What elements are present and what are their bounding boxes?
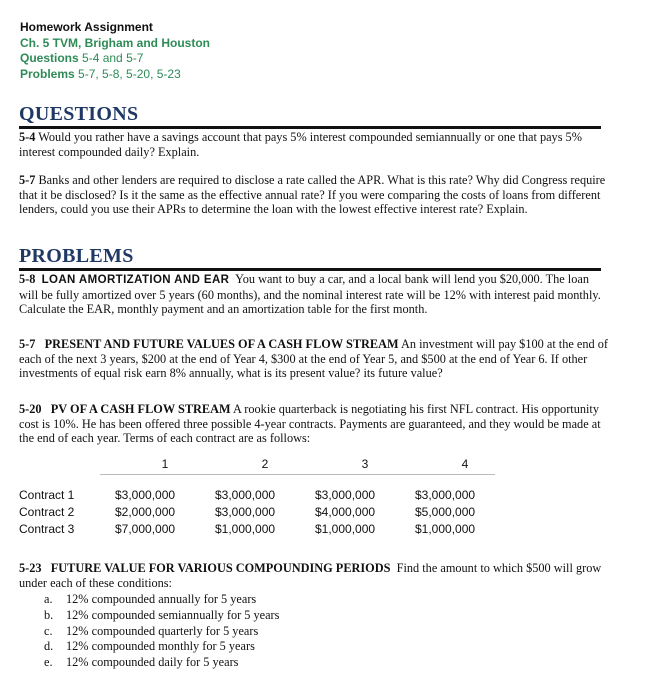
list-item <box>44 639 279 655</box>
question-5-7-number: 5-7 <box>19 173 36 187</box>
assignment-title: Homework Assignment <box>20 20 153 34</box>
table-cell: $5,000,000 <box>415 504 476 519</box>
question-5-7-text: Banks and other lenders are required to disclose a rate called the APR. What is this rate? Why did Congress require that it be disclosed? Is it the same as the effective annual rate? If you were comparing the costs of loans from different lenders, could you use their APRs to determine the loan with the lowest effective interest rate? Explain. <box>19 173 606 216</box>
contract-name: Contract 3 <box>19 521 75 536</box>
table-row <box>19 520 515 537</box>
list-item <box>44 655 279 671</box>
table-cell: $3,000,000 <box>215 487 276 502</box>
year-header: 3 <box>361 457 369 471</box>
problem-5-20-title: PV OF A CASH FLOW STREAM <box>50 402 231 416</box>
table-cell: $7,000,000 <box>115 521 176 536</box>
list-item-letter: d. <box>44 639 54 654</box>
table-cell: $1,000,000 <box>215 521 276 536</box>
problem-5-20 <box>19 402 609 446</box>
table-cell: $2,000,000 <box>115 504 176 519</box>
table-row <box>19 486 515 503</box>
year-header: 2 <box>261 457 269 471</box>
problem-5-23 <box>19 561 609 590</box>
assignment-header <box>20 20 210 82</box>
problem-5-23-title: FUTURE VALUE FOR VARIOUS COMPOUNDING PERIODS <box>50 561 391 575</box>
problem-5-8-title: LOAN AMORTIZATION AND EAR <box>41 274 230 286</box>
problems-line <box>20 67 210 83</box>
questions-line <box>20 51 210 67</box>
questions-heading: QUESTIONS <box>19 103 139 125</box>
problems-value: 5-7, 5-8, 5-20, 5-23 <box>78 66 181 81</box>
question-5-4-text: Would you rather have a savings account that pays 5% interest compounded semiannually or one that pays 5% interest compounded daily? Explain. <box>19 130 582 159</box>
problem-5-20-number: 5-20 <box>19 402 42 416</box>
table-cell: $3,000,000 <box>215 504 276 519</box>
list-item-text: 12% compounded annually for 5 years <box>66 592 257 606</box>
problem-5-8 <box>19 272 609 317</box>
problem-5-7-text: An investment will pay $100 at the end of each of the next 3 years, $200 at the end of Year 4, $300 at the end of Year 5, and $500 at the end of Year 6. If other investments of equal risk earn 8% annually, what is its present value? its future value? <box>19 337 608 380</box>
list-item-letter: c. <box>44 623 53 638</box>
list-item <box>44 592 279 608</box>
table-cell: $3,000,000 <box>315 487 376 502</box>
table-cell: $3,000,000 <box>415 487 476 502</box>
list-item <box>44 608 279 624</box>
problem-5-23-number: 5-23 <box>19 561 42 575</box>
list-item-letter: e. <box>44 655 53 670</box>
table-cell: $1,000,000 <box>315 521 376 536</box>
questions-rule <box>19 126 601 129</box>
contract-name: Contract 1 <box>19 487 75 502</box>
question-5-4 <box>19 130 609 159</box>
question-5-4-number: 5-4 <box>19 130 36 144</box>
list-item <box>44 624 279 640</box>
questions-value: 5-4 and 5-7 <box>82 51 144 65</box>
list-item-text: 12% compounded semiannually for 5 years <box>66 607 280 622</box>
problems-label: Problems <box>20 66 75 81</box>
year-header: 1 <box>161 457 169 471</box>
problem-5-7 <box>19 337 609 381</box>
table-cell: $4,000,000 <box>315 504 376 519</box>
problem-5-7-number: 5-7 <box>19 337 36 351</box>
table-cell: $1,000,000 <box>415 521 476 536</box>
list-item-text: 12% compounded daily for 5 years <box>66 655 239 670</box>
table-header-row <box>19 454 515 474</box>
problem-5-8-number: 5-8 <box>19 272 36 286</box>
questions-label: Questions <box>20 51 79 65</box>
list-item-letter: a. <box>44 592 53 606</box>
question-5-7 <box>19 173 609 217</box>
table-row <box>19 503 515 520</box>
problem-5-23-text: Find the amount to which $500 will grow under each of these conditions: <box>19 561 602 590</box>
table-header-divider <box>100 474 495 475</box>
problems-heading: PROBLEMS <box>19 245 134 267</box>
list-item-text: 12% compounded monthly for 5 years <box>66 639 255 654</box>
contract-table <box>19 454 515 537</box>
problem-5-20-text: A rookie quarterback is negotiating his first NFL contract. His opportunity cost is 10%. He has been offered three possible 4-year contracts. Payments are guaranteed, and they would be made at the end of each year. Terms of each contract are as follows: <box>19 402 601 445</box>
list-item-text: 12% compounded quarterly for 5 years <box>66 623 259 638</box>
problem-5-8-text: You want to buy a car, and a local bank will lend you $20,000. The loan will be fully amortized over 5 years (60 months), and the nominal interest rate will be 12% with interest paid monthly. Calculate the EAR, monthly payment and an amortization table for the first month. <box>19 272 601 316</box>
contract-name: Contract 2 <box>19 504 75 519</box>
list-item-letter: b. <box>44 607 54 622</box>
problem-5-7-title: PRESENT AND FUTURE VALUES OF A CASH FLOW STREAM <box>44 337 399 351</box>
year-header: 4 <box>461 457 469 471</box>
course-line: Ch. 5 TVM, Brigham and Houston <box>20 35 211 50</box>
conditions-list <box>44 592 279 671</box>
table-cell: $3,000,000 <box>115 487 176 502</box>
problems-rule <box>19 268 601 271</box>
